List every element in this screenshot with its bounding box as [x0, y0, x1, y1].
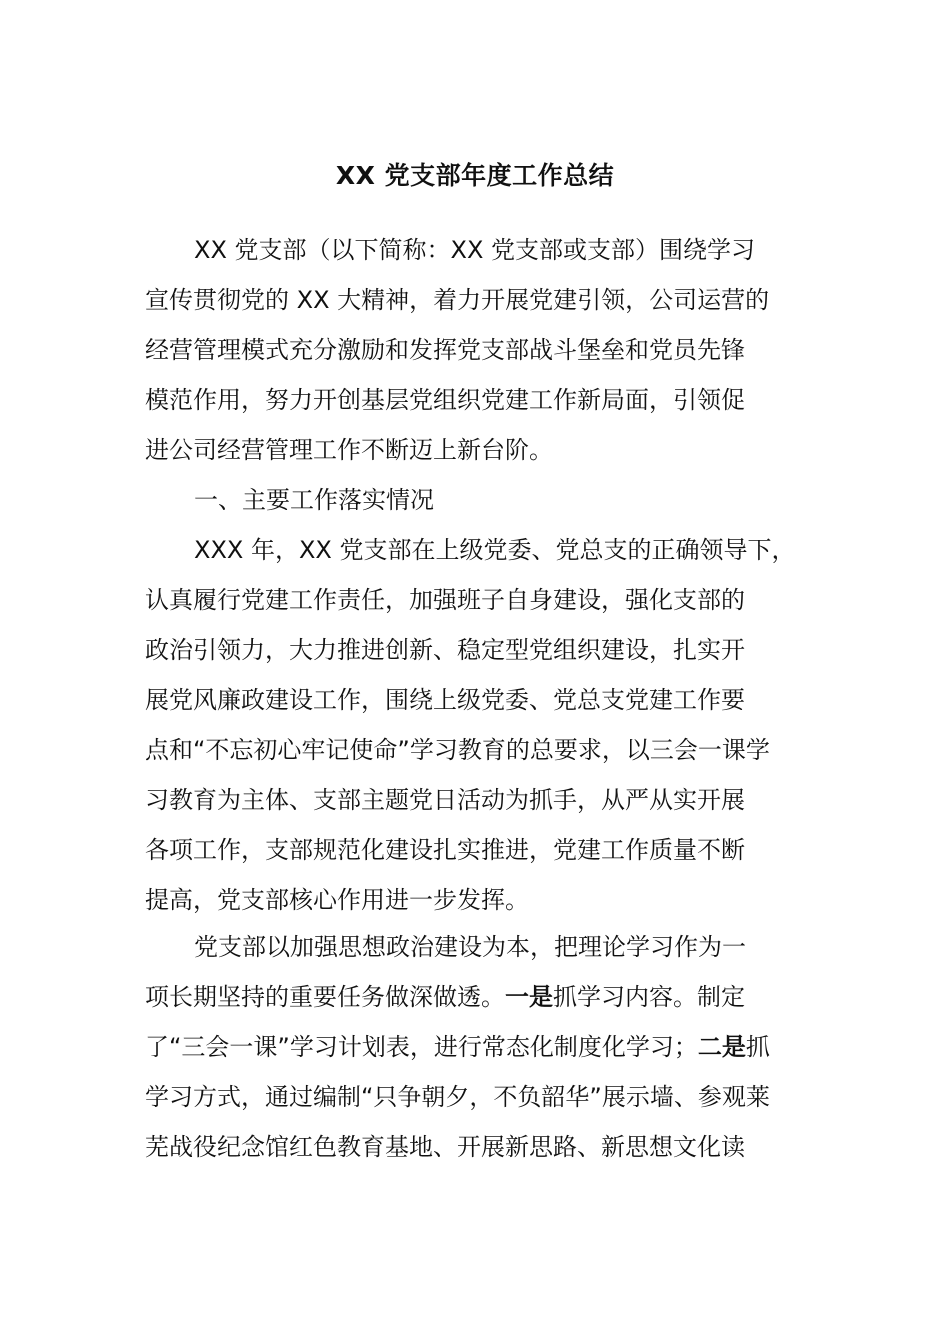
text-run: 了“三会一课”学习计划表，进行常态化制度化学习； [145, 1033, 698, 1061]
document-title: XX 党支部年度工作总结 [335, 161, 615, 190]
section-heading: 一、主要工作落实情况 [194, 486, 434, 514]
paragraph-line: XX 党支部（以下简称：XX 党支部或支部）围绕学习 [194, 236, 756, 264]
paragraph-line: 习教育为主体、支部主题党日活动为抓手，从严从实开展 [145, 786, 745, 814]
paragraph-line: 芜战役纪念馆红色教育基地、开展新思路、新思想文化读 [145, 1133, 745, 1161]
paragraph-line: 进公司经营管理工作不断迈上新台阶。 [145, 436, 553, 464]
paragraph-line: 展党风廉政建设工作，围绕上级党委、党总支党建工作要 [145, 686, 745, 714]
paragraph-line: 学习方式，通过编制“只争朝夕，不负韶华”展示墙、参观莱 [145, 1083, 770, 1111]
text-run: 抓 [745, 1033, 770, 1061]
paragraph-line: 各项工作，支部规范化建设扎实推进，党建工作质量不断 [145, 836, 745, 864]
paragraph-line [145, 1029, 770, 1065]
paragraph-line: 经营管理模式充分激励和发挥党支部战斗堡垒和党员先锋 [145, 336, 745, 364]
text-run: 抓学习内容。制定 [553, 983, 745, 1011]
emphasis-text: 二是 [697, 1033, 746, 1061]
paragraph-line: 政治引领力，大力推进创新、稳定型党组织建设，扎实开 [145, 636, 745, 664]
paragraph-line: 模范作用，努力开创基层党组织党建工作新局面，引领促 [145, 386, 745, 414]
emphasis-text: 一是 [505, 983, 553, 1011]
paragraph-line: 认真履行党建工作责任，加强班子自身建设，强化支部的 [145, 586, 745, 614]
paragraph-line: 点和“不忘初心牢记使命”学习教育的总要求，以三会一课学 [145, 736, 770, 764]
paragraph-line: 党支部以加强思想政治建设为本，把理论学习作为一 [194, 933, 746, 961]
paragraph-line: 宣传贯彻党的 XX 大精神，着力开展党建引领，公司运营的 [145, 286, 770, 314]
text-run: 项长期坚持的重要任务做深做透。 [145, 983, 505, 1011]
paragraph-line [145, 979, 745, 1015]
paragraph-line: XXX 年，XX 党支部在上级党委、党总支的正确领导下， [194, 536, 796, 564]
paragraph-line: 提高，党支部核心作用进一步发挥。 [145, 886, 529, 914]
